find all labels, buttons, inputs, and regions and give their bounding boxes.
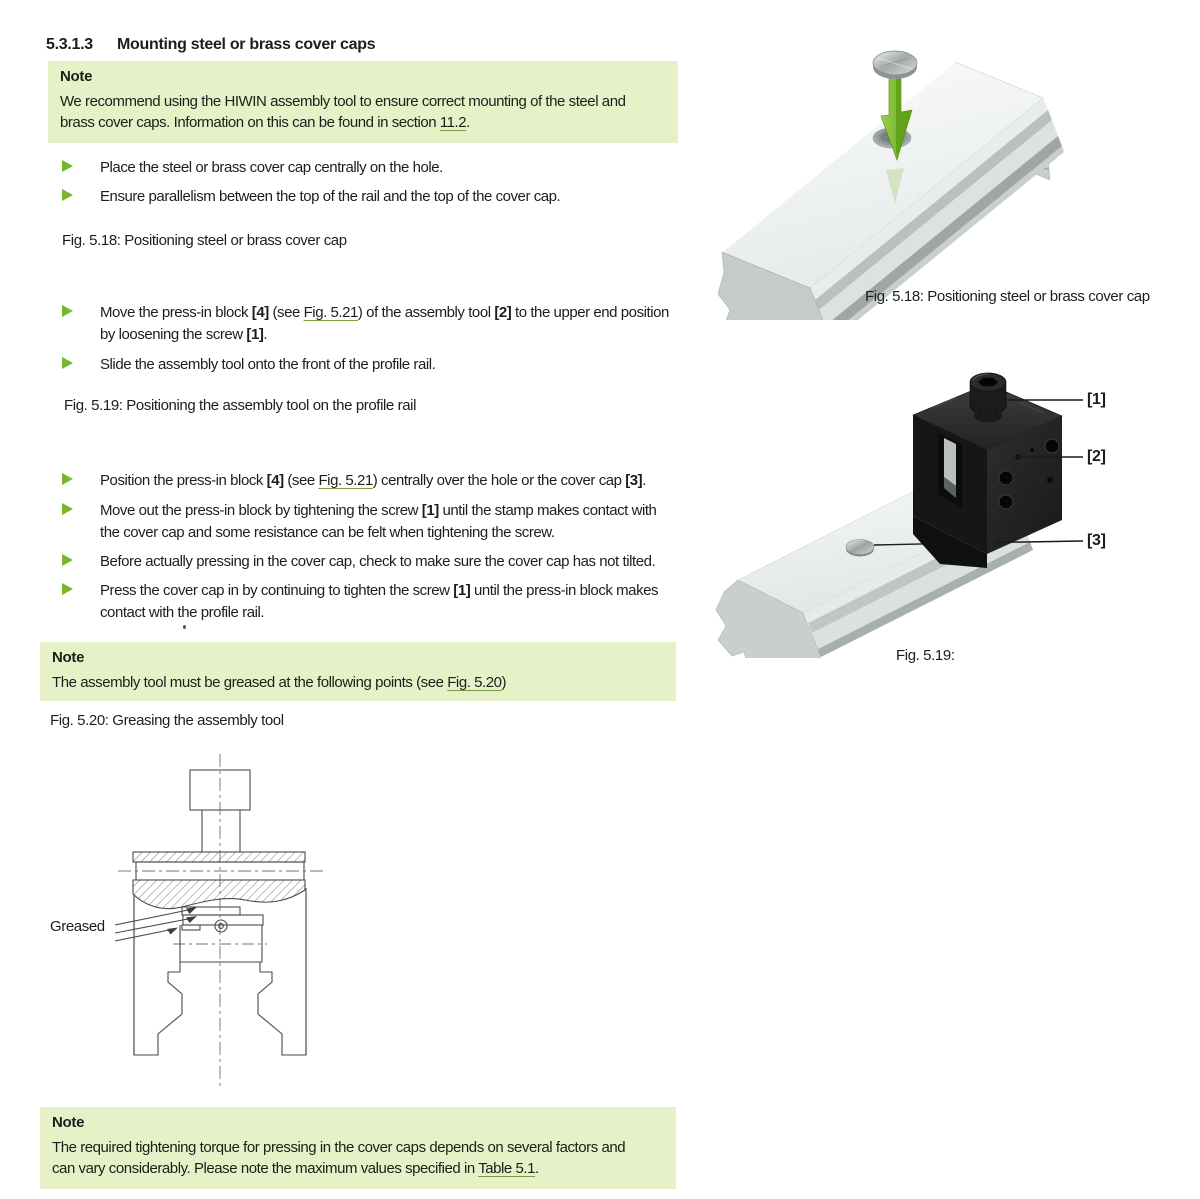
cross-reference-link[interactable]: Fig. 5.21: [303, 304, 358, 321]
text-segment: ) of the assembly tool: [357, 304, 495, 321]
top-plate-hatched: [133, 852, 305, 862]
text-segment: [1]: [246, 326, 264, 343]
small-hole: [1030, 448, 1034, 452]
figure-caption: Fig. 5.20: Greasing the assembly tool: [50, 712, 284, 729]
figure-caption: Fig. 5.18: Positioning steel or brass cover cap: [62, 232, 347, 249]
text-segment: Move the press-in block: [100, 304, 252, 321]
bullet-triangle-icon: [62, 160, 84, 172]
flange-hatched: [133, 880, 305, 909]
note-text: [52, 672, 664, 693]
text-segment: [4]: [251, 304, 269, 321]
list-item-text: [100, 500, 656, 544]
left-leg: [134, 897, 182, 1055]
text-segment: .: [466, 114, 470, 131]
figure-caption: Fig. 5.18: Positioning steel or brass cover cap: [865, 288, 1150, 305]
small-hole: [1047, 477, 1053, 483]
grease-arrowhead: [167, 928, 178, 935]
text-segment: to the upper end position: [511, 304, 669, 321]
list-item-text: [100, 551, 655, 573]
bullet-list: [62, 157, 560, 215]
fig-518-illustration: [700, 20, 1190, 320]
note-text: [52, 1137, 664, 1179]
list-item-text: [100, 157, 443, 179]
grease-arrowhead: [186, 907, 197, 914]
list-item: [62, 157, 560, 179]
bullet-triangle-icon: [62, 189, 84, 201]
bullet-triangle-icon: [62, 554, 84, 566]
bullet-triangle-icon: [62, 473, 84, 485]
list-item: [62, 186, 560, 208]
bullet-list: [62, 302, 669, 383]
socket-hole: [1045, 439, 1059, 453]
text-segment: ): [501, 674, 507, 691]
note-text: [60, 91, 666, 133]
text-segment: can vary considerably. Please note the maximum values specified in: [52, 1160, 479, 1177]
note-label: Note: [52, 1114, 85, 1131]
text-segment: The required tightening torque for pressing in the cover caps depends on several factors and: [52, 1139, 626, 1156]
right-leg: [258, 892, 306, 1055]
text-segment: The assembly tool must be greased at the following points (see: [52, 674, 448, 691]
text-segment: (see: [283, 472, 319, 489]
cover-cap: [873, 51, 917, 75]
text-segment: .: [642, 472, 646, 489]
text-segment: (see: [268, 304, 304, 321]
list-item-text: [100, 470, 646, 492]
text-segment: [3]: [625, 472, 643, 489]
cross-reference-link[interactable]: Fig. 5.20: [447, 674, 502, 691]
text-segment: Move out the press-in block by tightening the screw: [100, 502, 422, 519]
text-segment: Place the steel or brass cover cap centrally on the hole.: [100, 159, 443, 176]
list-item-text: [100, 302, 669, 346]
cross-reference-link[interactable]: Table 5.1: [478, 1160, 536, 1177]
text-segment: Press the cover cap in by continuing to tighten the screw: [100, 582, 454, 599]
list-item: [62, 302, 669, 346]
text-segment: brass cover caps. Information on this can be found in section: [60, 114, 440, 131]
socket-hole: [999, 495, 1013, 509]
text-segment: .: [263, 326, 268, 343]
text-segment: .: [535, 1160, 539, 1177]
list-item-text: [100, 186, 560, 208]
part-label-2: [2]: [1087, 448, 1106, 465]
text-segment: contact with the profile rail.: [100, 604, 265, 621]
note-box: [40, 642, 676, 701]
text-segment: Ensure parallelism between the top of the rail and the top of the cover cap.: [100, 188, 561, 205]
socket-hole: [999, 471, 1013, 485]
grease-screw: [215, 920, 227, 932]
bullet-triangle-icon: [62, 357, 84, 369]
figure-caption: Fig. 5.19: Positioning the assembly tool on the profile rail: [64, 397, 417, 414]
fig-519-illustration: [700, 358, 1190, 658]
text-segment: [1]: [453, 582, 471, 599]
figure-caption: Fig. 5.19:: [896, 647, 955, 664]
list-item-text: [100, 354, 435, 376]
text-segment: [2]: [494, 304, 512, 321]
assembly-tool-on-rail-render: [700, 358, 1190, 658]
text-segment: Position the press-in block: [100, 472, 267, 489]
list-item-text: [100, 580, 658, 624]
greased-label: Greased: [50, 918, 105, 935]
note-box: [40, 1107, 676, 1189]
bullet-triangle-icon: [62, 583, 84, 595]
note-label: Note: [60, 68, 93, 85]
text-segment: the cover cap and some resistance can be felt when tightening the screw.: [100, 524, 555, 541]
text-segment: Slide the assembly tool onto the front of the profile rail.: [100, 356, 436, 373]
text-segment: [4]: [266, 472, 284, 489]
cross-reference-link[interactable]: 11.2: [439, 114, 467, 131]
note-label: Note: [52, 649, 85, 666]
note-box: [48, 61, 678, 143]
grease-arrowhead: [186, 916, 197, 923]
list-item: [62, 551, 658, 573]
text-segment: until the stamp makes contact with: [438, 502, 657, 519]
section-number: 5.3.1.3: [46, 36, 93, 53]
fig-520-greasing-drawing: [30, 752, 365, 1092]
text-segment: We recommend using the HIWIN assembly tool to ensure correct mounting of the steel and: [60, 93, 626, 110]
text-segment: ) centrally over the hole or the cover cap: [372, 472, 626, 489]
text-segment: Before actually pressing in the cover cap, check to make sure the cover cap has not tilted.: [100, 553, 656, 570]
text-segment: [1]: [421, 502, 439, 519]
cover-cap: [846, 540, 874, 555]
list-item: [62, 500, 658, 544]
rail-with-cover-cap-render: [700, 20, 1190, 320]
bullet-list: [62, 470, 658, 631]
bullet-triangle-icon: [62, 503, 84, 515]
part-label-3: [3]: [1087, 532, 1106, 549]
cross-reference-link[interactable]: Fig. 5.21: [318, 472, 373, 489]
part-label-1: [1]: [1087, 391, 1106, 408]
list-item: [62, 470, 658, 492]
stray-mark: [183, 625, 186, 629]
list-item: [62, 580, 658, 624]
section-title: Mounting steel or brass cover caps: [117, 36, 376, 53]
bullet-triangle-icon: [62, 305, 84, 317]
section-heading: [46, 36, 375, 54]
text-segment: by loosening the screw: [100, 326, 247, 343]
list-item: [62, 354, 669, 376]
text-segment: until the press-in block makes: [470, 582, 659, 599]
